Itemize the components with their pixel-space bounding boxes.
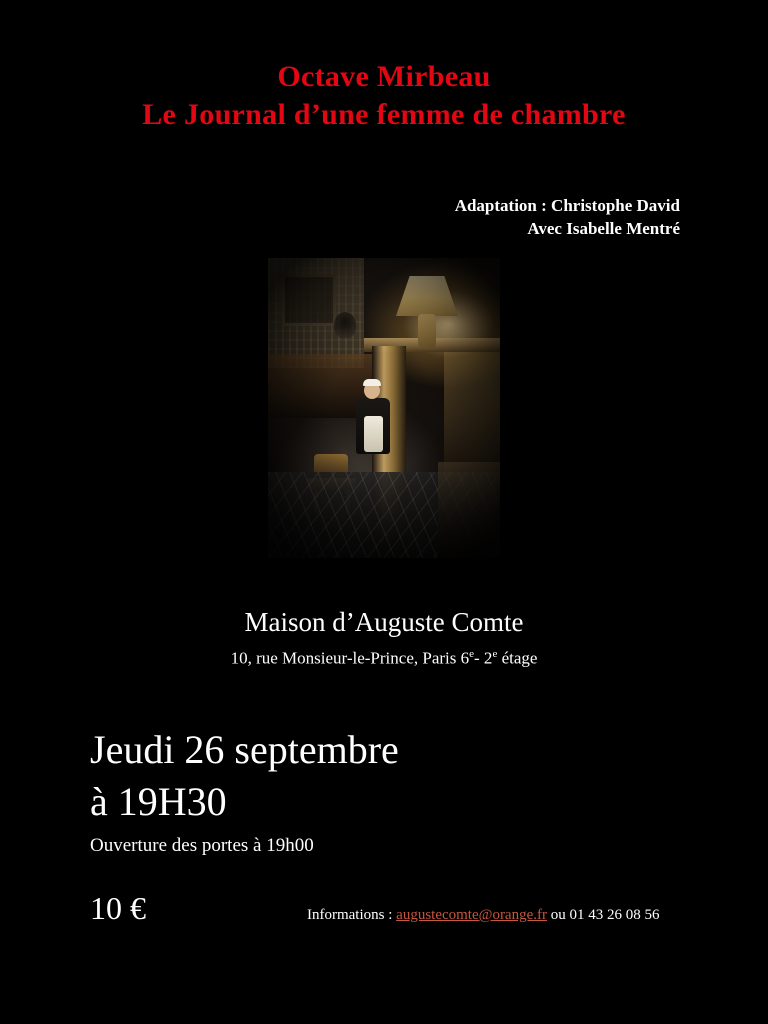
credit-performer: Avec Isabelle Mentré [527,219,680,238]
poster-title-block [0,58,768,134]
schedule-block [90,724,399,859]
photo-scene [268,258,500,558]
event-date: Jeudi 26 septembre [90,727,399,772]
venue-address [0,642,768,671]
venue-name: Maison d’Auguste Comte [244,607,524,637]
information-conjunction: ou [547,907,570,923]
venue-address-sup1: e [469,648,475,660]
information-line [307,905,660,925]
poster-author: Octave Mirbeau [277,60,491,93]
credit-adaptation: Adaptation : Christophe David [454,196,680,215]
information-label: Informations : [307,907,397,923]
poster-work-title: Le Journal d’une femme de chambre [142,98,626,131]
photo-vignette [268,258,500,558]
doors-opening: Ouverture des portes à 19h00 [90,835,314,856]
contact-phone: 01 43 26 08 56 [569,907,660,923]
venue-block [0,605,768,671]
venue-address-sup2: e [492,648,498,660]
event-time: à 19H30 [90,779,227,824]
contact-email-link[interactable]: augustecomte@orange.fr [396,907,547,923]
venue-address-part1: 10, rue Monsieur-le-Prince, Paris 6 [230,648,470,668]
ticket-price: 10 € [90,890,146,926]
poster-photo [268,258,500,558]
venue-address-part2: - 2 [474,648,493,668]
poster-credits [455,194,680,240]
venue-address-part3: étage [497,648,538,668]
